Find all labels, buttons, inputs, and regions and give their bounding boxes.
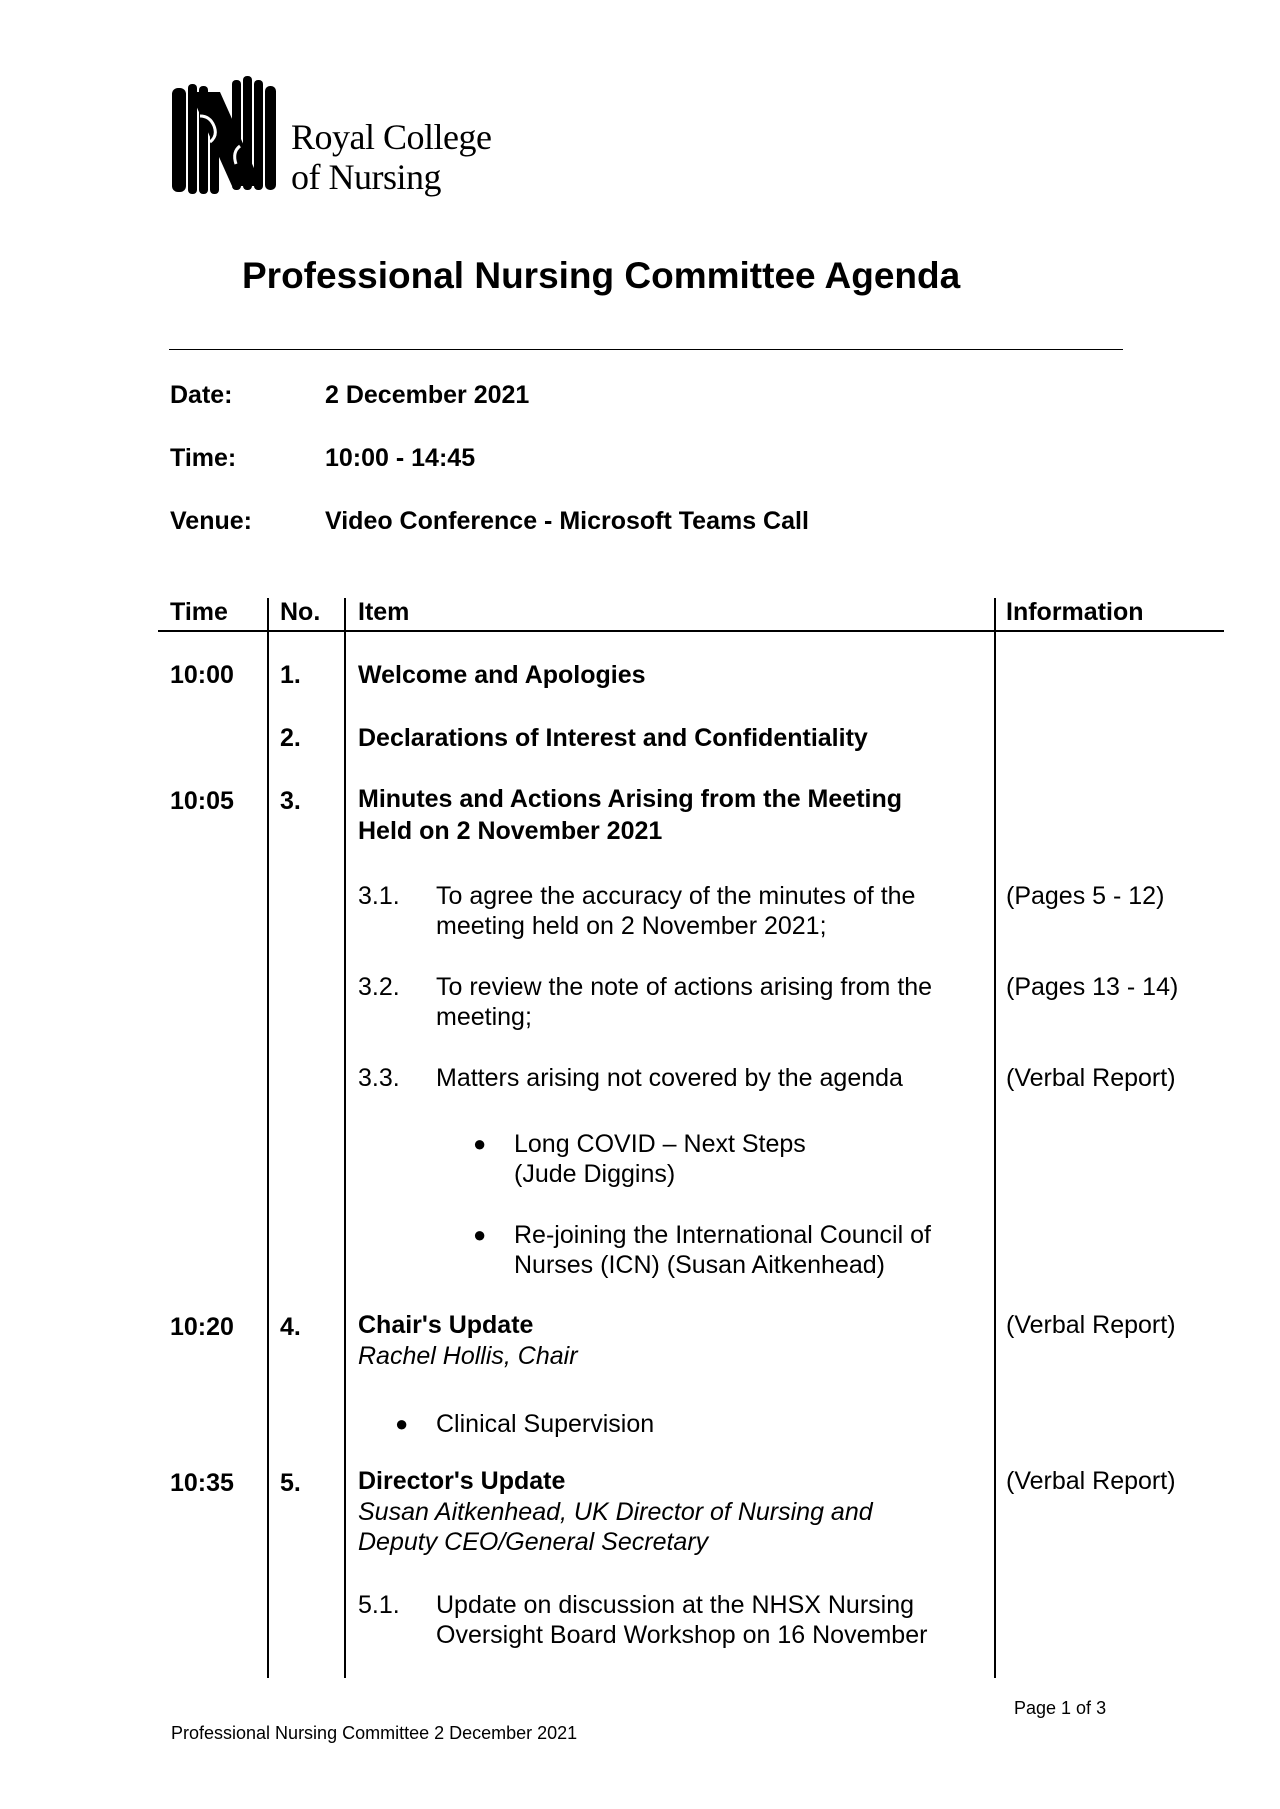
bullet-icon: ● <box>473 1131 487 1156</box>
header-no: No. <box>280 598 321 626</box>
header-time: Time <box>170 598 228 626</box>
column-divider-time <box>267 598 269 1678</box>
sub-item-line-1: Matters arising not covered by the agenda <box>436 1064 903 1092</box>
sub-item-info: (Verbal Report) <box>1006 1064 1176 1092</box>
row-info: (Verbal Report) <box>1006 1311 1176 1339</box>
row-item: Chair's Update <box>358 1311 534 1339</box>
bullet-text: Clinical Supervision <box>436 1410 655 1438</box>
rcn-hands-emblem <box>170 76 278 198</box>
sub-item-line-1: To agree the accuracy of the minutes of the <box>436 882 916 910</box>
row-item: Declarations of Interest and Confidentiality <box>358 724 868 752</box>
bullet-icon: ● <box>395 1411 409 1436</box>
row-time: 10:05 <box>170 787 234 815</box>
logo-line-1: Royal College <box>291 117 492 157</box>
bullet-line-1: Long COVID – Next Steps <box>514 1130 806 1158</box>
page-number: Page 1 of 3 <box>1014 1698 1107 1718</box>
sub-item-line-2: meeting held on 2 November 2021; <box>436 912 827 940</box>
venue-value: Video Conference - Microsoft Teams Call <box>325 507 809 535</box>
sub-item-line-2: Oversight Board Workshop on 16 November <box>436 1621 928 1649</box>
logo-line-2: of Nursing <box>291 157 441 197</box>
row-number: 1. <box>280 661 301 689</box>
sub-item-line-1: To review the note of actions arising from the <box>436 973 933 1001</box>
title-divider <box>169 349 1123 350</box>
row-presenter: Rachel Hollis, Chair <box>358 1342 578 1370</box>
sub-item-number: 3.2. <box>358 973 400 1001</box>
sub-item-info: (Pages 5 - 12) <box>1006 882 1165 910</box>
sub-item-number: 3.1. <box>358 882 400 910</box>
row-info: (Verbal Report) <box>1006 1467 1176 1495</box>
row-time: 10:20 <box>170 1313 234 1341</box>
header-information: Information <box>1006 598 1144 626</box>
row-presenter-line-1: Susan Aitkenhead, UK Director of Nursing and <box>358 1498 873 1526</box>
sub-item-info: (Pages 13 - 14) <box>1006 973 1179 1001</box>
venue-label: Venue: <box>170 507 252 535</box>
row-item-line-2: Held on 2 November 2021 <box>358 817 663 845</box>
column-divider-item <box>994 598 996 1678</box>
column-divider-no <box>344 598 346 1678</box>
row-item-line-1: Minutes and Actions Arising from the Meeting <box>358 785 903 813</box>
sub-item-number: 5.1. <box>358 1591 400 1619</box>
row-time: 10:00 <box>170 661 234 689</box>
row-number: 3. <box>280 787 301 815</box>
date-label: Date: <box>170 381 233 409</box>
bullet-line-1: Re-joining the International Council of <box>514 1221 931 1249</box>
bullet-line-2: (Jude Diggins) <box>514 1160 676 1188</box>
row-item: Welcome and Apologies <box>358 661 646 689</box>
header-item: Item <box>358 598 410 626</box>
sub-item-number: 3.3. <box>358 1064 400 1092</box>
header-rule <box>158 630 1224 632</box>
row-item: Director's Update <box>358 1467 566 1495</box>
row-number: 4. <box>280 1313 301 1341</box>
sub-item-line-2: meeting; <box>436 1003 532 1031</box>
time-value: 10:00 - 14:45 <box>325 444 476 472</box>
bullet-icon: ● <box>473 1222 487 1247</box>
row-number: 2. <box>280 724 301 752</box>
bullet-line-2: Nurses (ICN) (Susan Aitkenhead) <box>514 1251 885 1279</box>
time-label: Time: <box>170 444 237 472</box>
footer-document-name: Professional Nursing Committee 2 December 2021 <box>171 1723 578 1743</box>
row-presenter-line-2: Deputy CEO/General Secretary <box>358 1528 709 1556</box>
sub-item-line-1: Update on discussion at the NHSX Nursing <box>436 1591 915 1619</box>
row-number: 5. <box>280 1469 301 1497</box>
page-title: Professional Nursing Committee Agenda <box>242 255 961 296</box>
row-time: 10:35 <box>170 1469 234 1497</box>
date-value: 2 December 2021 <box>325 381 530 409</box>
